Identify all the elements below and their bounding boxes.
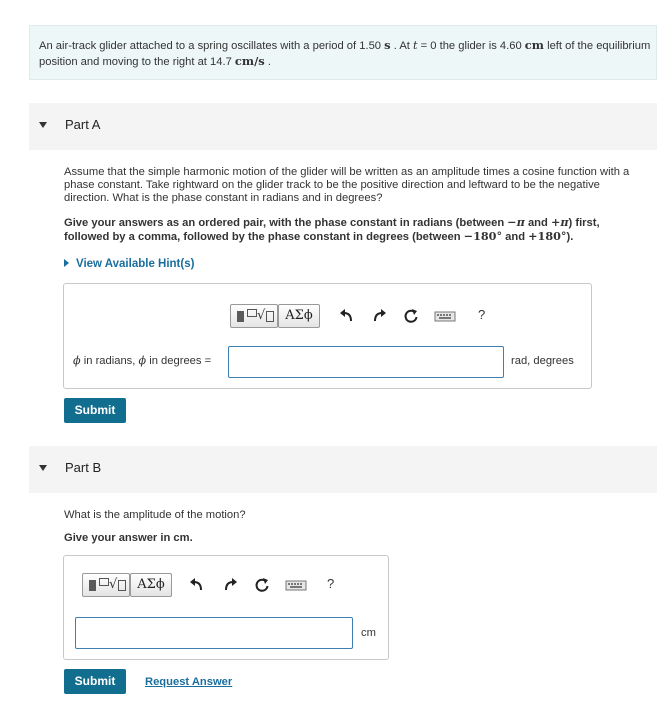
part-b-header[interactable] bbox=[29, 446, 657, 493]
part-b-question: What is the amplitude of the motion? bbox=[64, 509, 246, 521]
part-a-instruction bbox=[64, 230, 573, 244]
part-b-submit-button[interactable]: Submit bbox=[64, 669, 126, 694]
instruction-text: and bbox=[502, 231, 529, 243]
template-box bbox=[247, 309, 257, 317]
variable-t: t bbox=[413, 39, 418, 52]
unit-label: cm bbox=[361, 627, 376, 639]
redo-icon[interactable] bbox=[370, 306, 388, 326]
unit-cm-per-s: cm/s bbox=[234, 54, 265, 68]
math-pos-pi: +π bbox=[550, 215, 569, 229]
keyboard-icon[interactable] bbox=[434, 306, 456, 326]
hint-label: View Available Hint(s) bbox=[76, 258, 195, 270]
collapse-triangle-icon[interactable] bbox=[39, 122, 47, 128]
reset-icon[interactable] bbox=[402, 306, 420, 326]
undo-icon[interactable] bbox=[188, 575, 206, 595]
problem-text-part: . At bbox=[390, 40, 414, 52]
radical-glyph: √ bbox=[109, 577, 118, 592]
phase-constant-input[interactable] bbox=[228, 346, 504, 378]
answer-label bbox=[73, 354, 211, 367]
keyboard-icon[interactable] bbox=[285, 575, 307, 595]
math-neg-180: −180° bbox=[463, 229, 503, 243]
templates-button[interactable] bbox=[230, 304, 278, 328]
math-toolbar bbox=[82, 573, 372, 599]
instruction-text: and bbox=[524, 217, 551, 229]
reset-icon[interactable] bbox=[253, 575, 271, 595]
problem-text-part: left of the equilibrium position and moving to the right at 14.7 bbox=[39, 40, 651, 68]
unit-label: rad, degrees bbox=[511, 355, 574, 367]
part-a-answer-box bbox=[63, 283, 592, 389]
expand-triangle-icon bbox=[64, 259, 69, 267]
greek-symbols-button[interactable]: ΑΣϕ bbox=[130, 573, 172, 597]
phi-symbol: ϕ bbox=[138, 354, 147, 367]
problem-text-part: . bbox=[264, 56, 271, 68]
label-text: in degrees = bbox=[146, 355, 212, 367]
template-box bbox=[99, 578, 109, 586]
problem-statement bbox=[29, 25, 657, 80]
collapse-triangle-icon[interactable] bbox=[39, 465, 47, 471]
unit-cm: cm bbox=[524, 38, 544, 52]
part-a-title: Part A bbox=[65, 117, 101, 132]
template-box bbox=[266, 311, 274, 322]
problem-text-part: An air-track glider attached to a spring oscillates with a period of 1.50 bbox=[39, 40, 385, 52]
part-a-question-line: direction. What is the phase constant in radians and in degrees? bbox=[64, 192, 383, 204]
math-neg-pi: −π bbox=[507, 215, 525, 229]
math-toolbar bbox=[230, 304, 530, 330]
instruction-text: ) first, bbox=[568, 217, 600, 229]
redo-icon[interactable] bbox=[221, 575, 239, 595]
templates-icon bbox=[237, 311, 244, 322]
part-a-instruction bbox=[64, 216, 600, 230]
amplitude-input[interactable] bbox=[75, 617, 353, 649]
templates-icon bbox=[89, 580, 96, 591]
help-button[interactable]: ? bbox=[327, 576, 335, 591]
problem-text bbox=[39, 38, 651, 70]
part-b-title: Part B bbox=[65, 460, 102, 475]
view-hints-link[interactable] bbox=[64, 258, 194, 270]
label-text: in radians, bbox=[80, 355, 139, 367]
instruction-text: followed by a comma, followed by the phase constant in degrees (between bbox=[64, 231, 464, 243]
radical-glyph: √ bbox=[257, 308, 266, 323]
part-a-question-line: Assume that the simple harmonic motion of the glider will be written as an amplitude times a cosine function with a bbox=[64, 166, 630, 178]
part-b-instruction: Give your answer in cm. bbox=[64, 532, 193, 544]
part-a-header[interactable] bbox=[29, 103, 657, 150]
instruction-text: Give your answers as an ordered pair, with the phase constant in radians (between bbox=[64, 217, 508, 229]
phi-symbol: ϕ bbox=[73, 354, 81, 367]
templates-button[interactable] bbox=[82, 573, 130, 597]
part-b-answer-box bbox=[63, 555, 389, 660]
help-button[interactable]: ? bbox=[478, 307, 486, 322]
part-a-question-line: phase constant. Take rightward on the glider track to be the positive direction and leftward to be the negative bbox=[64, 179, 600, 191]
math-pos-180: +180° bbox=[528, 229, 567, 243]
undo-icon[interactable] bbox=[338, 306, 356, 326]
part-a-submit-button[interactable]: Submit bbox=[64, 398, 126, 423]
template-box bbox=[118, 580, 126, 591]
greek-symbols-button[interactable]: ΑΣϕ bbox=[278, 304, 320, 328]
request-answer-link[interactable]: Request Answer bbox=[145, 676, 233, 688]
instruction-text: ). bbox=[566, 231, 574, 243]
unit-seconds: s bbox=[384, 38, 391, 52]
problem-text-part: = 0 the glider is 4.60 bbox=[417, 40, 525, 52]
